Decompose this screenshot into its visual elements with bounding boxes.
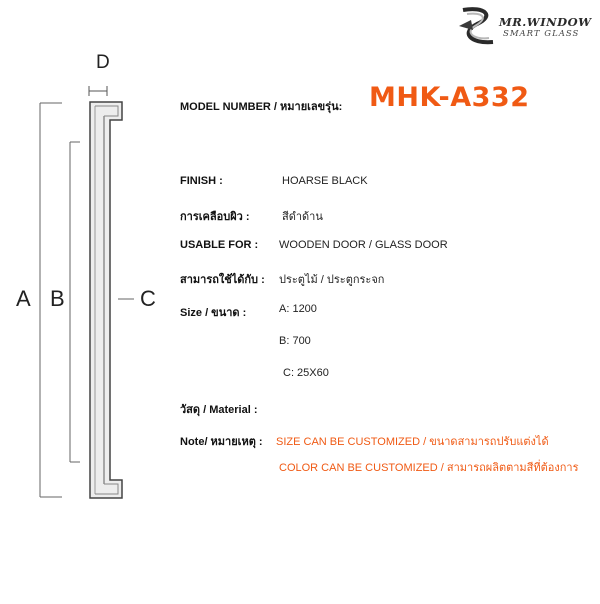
dimension-label-c: C (140, 286, 156, 311)
dimension-label-b: B (50, 286, 65, 311)
usable-th-label: สามารถใช้ได้กับ : (180, 274, 265, 286)
note-color-custom: COLOR CAN BE CUSTOMIZED / สามารถผลิตตามสีที่ต้องการ (279, 462, 579, 474)
logo-emblem-icon (455, 6, 503, 46)
usable-value: WOODEN DOOR / GLASS DOOR (279, 239, 448, 251)
model-number-value: MHK-A332 (369, 82, 530, 113)
size-label: Size / ขนาด : (180, 307, 247, 319)
logo-text-sub: SMART GLASS (503, 29, 580, 39)
note-label: Note/ หมายเหตุ : (180, 436, 263, 448)
usable-label: USABLE FOR : (180, 239, 259, 251)
usable-th-value: ประตูไม้ / ประตูกระจก (279, 274, 385, 286)
brand-logo (455, 6, 595, 46)
coating-value: สีดำด้าน (282, 211, 323, 223)
size-c-value: C: 25X60 (283, 367, 329, 379)
note-size-custom: SIZE CAN BE CUSTOMIZED / ขนาดสามารถปรับแต่งได้ (276, 436, 549, 448)
dimension-label-a: A (16, 286, 31, 311)
product-drawing (0, 0, 180, 600)
coating-label: การเคลือบผิว : (180, 211, 250, 223)
finish-value: HOARSE BLACK (282, 175, 368, 187)
dimension-label-d: D (96, 52, 110, 73)
material-label: วัสดุ / Material : (180, 404, 258, 416)
logo-text-main: MR.WINDOW (499, 15, 592, 29)
size-a-value: A: 1200 (279, 303, 317, 315)
finish-label: FINISH : (180, 175, 223, 187)
model-number-label: MODEL NUMBER / หมายเลขรุ่น: (180, 101, 343, 113)
size-b-value: B: 700 (279, 335, 311, 347)
